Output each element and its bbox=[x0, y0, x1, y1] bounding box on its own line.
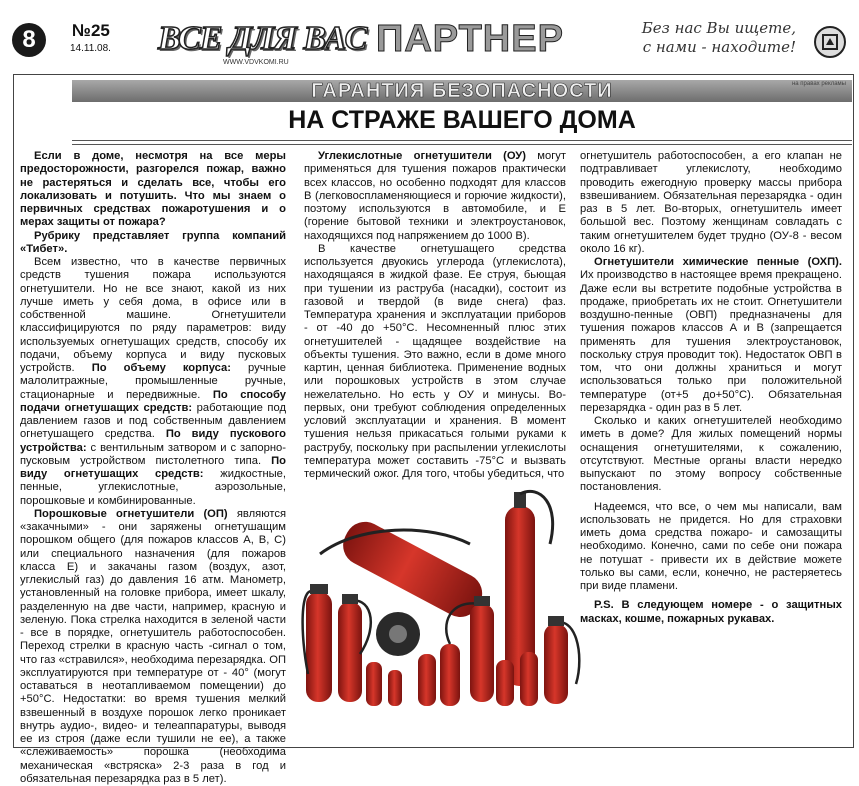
bold-term: По виду пускового устройства: bbox=[20, 428, 286, 454]
page-header bbox=[8, 17, 851, 69]
column-1 bbox=[20, 150, 286, 786]
headline: НА СТРАЖЕ ВАШЕГО ДОМА bbox=[288, 106, 636, 134]
text: ручные малолитражные, промышленные ручные, стационарные и передвижные. bbox=[20, 362, 286, 401]
section-title: ПАРТНЕР bbox=[376, 18, 564, 60]
lead-company: Рубрику представляет группа компаний «Тибет». bbox=[20, 229, 286, 255]
emblem-icon bbox=[814, 26, 846, 58]
column-3 bbox=[580, 150, 842, 626]
bold-term: Огнетушители химические пенные (ОХП). bbox=[594, 256, 842, 268]
paragraph bbox=[580, 256, 842, 415]
paragraph bbox=[304, 150, 566, 243]
rubric-banner bbox=[72, 80, 852, 102]
paragraph bbox=[20, 508, 286, 786]
slogan-line-1: Без нас Вы ищете, bbox=[641, 19, 796, 37]
text: Их производство в настоящее время прекращено. Даже если вы встретите подобные устройства в продаже, приобретать их не стоит. Огнетушители воздушно-пенные (ОВП) предназначены для тушения пожаров классов А и В (запрещается применять для тушения электроустановок, поскольку струя проводит ток). Недостаток ОВП в том, что они должны храниться и могут использоваться только при положительной температуре (от+5 до+50°С). Обязательная перезарядка - один раз в 5 лет. bbox=[580, 269, 842, 414]
brand-logo: ВСЕ ДЛЯ ВАС bbox=[158, 20, 367, 57]
paragraph: огнетушитель работоспособен, а его клапан не подтравливает углекислоту, необходимо проводить ежегодную проверку массы прибора взвешиванием. Обязательная перезарядка - один раз в 5 лет. Во-вторых, огнетушитель имеет большой вес. Поэтому женщинам совладать с таким огнетушителем будет трудно (ОУ-8 - весом около 16 кг). bbox=[580, 150, 842, 255]
paragraph: Надеемся, что все, о чем мы написали, вам использовать не придется. Но для страховки иметь дома средства пожаро- и самозащиты необходимо. Конечно, сами по себе они пожара не потушат - привести их в действие можете только вы сами, если, конечно, не растеряетесь при виде пламени. bbox=[580, 500, 842, 592]
fire-extinguishers-photo bbox=[300, 484, 590, 720]
issue-date: 14.11.08. bbox=[70, 43, 111, 54]
headline-rule bbox=[72, 140, 852, 145]
bold-term: Углекислотные огнетушители (ОУ) bbox=[318, 150, 538, 162]
slogan-line-2: с нами - находите! bbox=[642, 38, 796, 56]
paragraph: Сколько и каких огнетушителей необходимо иметь в доме? Для жилых помещений нормы оснащения огнетушителями, к сожалению, отсутствуют. Местные органы власти нередко выпускают по этому вопросу собственные постановления. bbox=[580, 415, 842, 494]
bold-term: По объему корпуса: bbox=[91, 362, 249, 374]
text: являются «закачными» - они заряжены огнетушащим порошком общего (для пожаров классов А, В, С) или специального назначения (для пожаров класса Е) и закачаны газом (воздух, азот, углекислый газ) до давления 16 атм. Манометр, установленный на головке прибора, имеет шкалу, разделенную на две части, например, красную и зеленую. Пока стрелка находится в зеленой части - все в порядке, огнетушитель работоспособен. Переход стрелки в красную часть -сигнал о том, что газ «стравился», необходима перезарядка. ОП эксплуатируются при температуре от - 40° (могут оставаться в неотапливаемом помещении) до +50°С. Недостатки: во время тушения мелкий взвешенный в воздухе порошок легко проникает внутрь аудио-, видео- и телеаппаратуры, выводя ее из строя (даже если тушили не ее), а также «слеживаемость» порошка (необходима механическая «встряска» 2-3 раза в год и обязательная перезарядка раз в 5 лет). bbox=[20, 507, 286, 785]
postscript: P.S. В следующем номере - о защитных масках, кошме, пожарных рукавах. bbox=[580, 599, 842, 625]
text: могут применяться для тушения пожаров практически всех классов, но особенно подходят для классов В (легковоспламеняющиеся и горючие жидкости), поэтому используются в автомобиле, и Е (горение бытовой техники и электроустановок, находящихся под напряжением до 1000 В). bbox=[304, 150, 566, 242]
column-2 bbox=[304, 150, 566, 481]
paragraph: В качестве огнетушащего средства используется двуокись углерода (углекислота), находящаяся в жидкой фазе. Ее струя, бьющая при тушении из раструба (насадки), состоит из газовой и твердой (в виде снега) фаз. Температура хранения и эксплуатации приборов - от -40 до +50°С. Несомненный плюс этих огнетушителей - щадящее воздействие на объекты тушения. Это важно, если в доме много картин, ценная библиотека. Применение водных или порошковых устройств в этом случае нежелательно. Но есть у ОУ и минусы. Во-первых, они требуют соблюдения определенных условий эксплуатации и хранения. В момент тушения нельзя прикасаться голыми руками к раструбу, поскольку при распылении углекислоты температура может составить -75°С и вызвать термический ожог. Для того, чтобы убедиться, что bbox=[304, 242, 566, 480]
slogan bbox=[596, 19, 796, 57]
website-url: WWW.VDVKOMI.RU bbox=[223, 59, 289, 66]
rubric-note: на правах рекламы bbox=[791, 81, 846, 87]
bold-term: Порошковые огнетушители (ОП) bbox=[34, 507, 237, 520]
paragraph bbox=[20, 256, 286, 508]
issue-number: №25 bbox=[72, 21, 110, 40]
page-number: 8 bbox=[12, 23, 46, 57]
bold-term: По виду огнетушащих средств: bbox=[20, 454, 286, 480]
bold-term: По способу подачи огнетушащих средств: bbox=[20, 388, 286, 414]
text: работающие под давлением газов и под собственным давлением огнетушащего средства. bbox=[20, 401, 286, 441]
text: Всем известно, что в качестве первичных средств тушения пожара используются огнетушители. Но не все знают, какой из них лучше иметь у себя дома, в офисе или в собственной машине. Огнетушители классифицируются по ряду параметров: виду используемых огнетушащих средств, способу их подачи, объему корпуса и виду пусковых устройств. bbox=[20, 256, 286, 374]
lead-question: Если в доме, несмотря на все меры предосторожности, разгорелся пожар, важно не растеряться и сделать все, чтобы его локализовать и потушить. Что мы знаем о первичных средствах пожаротушения и о мерах защиты от пожара? bbox=[20, 150, 286, 229]
text: жидкостные, пенные, углекислотные, аэрозольные, порошковые и комбинированные. bbox=[20, 468, 286, 507]
rubric-title: ГАРАНТИЯ БЕЗОПАСНОСТИ bbox=[311, 80, 613, 102]
text: с вентильным затвором и с запорно-пусковым устройством пистолетного типа. bbox=[20, 441, 286, 467]
issue-info bbox=[56, 21, 154, 59]
